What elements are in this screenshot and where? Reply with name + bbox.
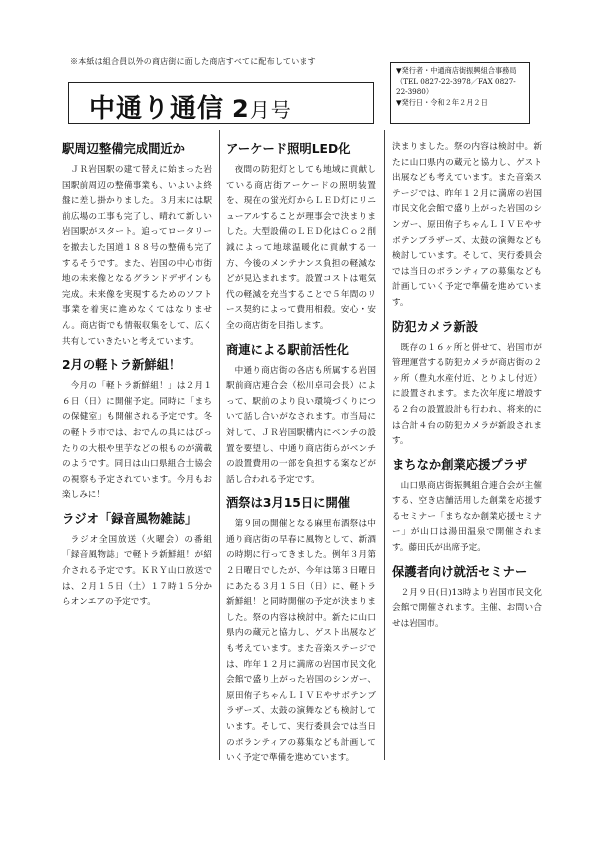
article-body: 第９回の開催となる麻里布酒祭は中通り商店街の早春に風物として、新酒の時期に行ってきました。例年３月第２日曜日でしたが、今年は第３日曜日にあたる３月１５日（日）に、軽トラ新鮮組！と同時開催の予定が決まりました。祭の内容は検討中。新たに山口県内の蔵元と協力し、ゲスト出展なども考えています。また音楽ステージでは、昨年１２月に満席の岩国市民文化会館で盛り上がった岩国のシンガー、原田侑子ちゃんＬＩＶＥやサボテンブラザーズ、太鼓の演舞なども検討しています。そして、実行委員会では当日のボランティアの募集なども計画していく予定で準備を進めています。 <box>226 519 376 764</box>
newsletter-title <box>89 88 292 125</box>
article-body: 今月の「軽トラ新鮮組！」は２月１６日（日）に開催予定。同時に「まちの保健室」も開催される予定です。冬の軽トラ市では、おでんの具にはぴったりの大根や里芋などの根ものが満載のようです。同日は山口県組合士協会の視察も予定されています。今月もお楽しみに！ <box>62 381 212 501</box>
publisher-info <box>390 62 530 124</box>
article-body: ２月９日(日)13時より岩国市民文化会館で開催されます。主催、お問い合せは岩国市。 <box>392 587 542 629</box>
publisher-line: ▼発行者・中通商店街振興組合事務局（TEL 0827-22-3978／FAX 0827-22-3980） <box>396 66 517 96</box>
masthead <box>68 82 374 124</box>
article-body: ラジオ全国放送（火曜会）の番組「録音風物誌」で軽トラ新鮮組！が紹介される予定です。ＫＲＹ山口放送では、２月１５日（土）１７時１５分からオンエアの予定です。 <box>62 534 212 608</box>
article-body: 中通り商店街の各店も所属する岩国駅前商店連合会（松川卓司会長）によって、駅前のより良い環境づくりについて話し合いがなされます。市当局に対して、ＪＲ岩国駅構内にベンチの設置を要望し、中通り商店街らがベンチの設置費用の一部を負担する案などが話し合われる予定です。 <box>226 365 376 485</box>
article-body-continued: 決まりました。祭の内容は検討中。新たに山口県内の蔵元と協力し、ゲスト出展なども考えています。また音楽ステージでは、昨年１２月に満席の岩国市民文化会館で盛り上がった岩国のシンガー、原田侑子ちゃんＬＩＶＥやサボテンブラザーズ、太鼓の演舞なども検討しています。そして、実行委員会では当日のボランティアの募集なども計画していく予定で準備を進めています。 <box>392 142 542 308</box>
article-heading: 商連による駅前活性化 <box>226 342 349 357</box>
article-body: 夜間の防犯灯としても地域に貢献している商店街アーケードの照明装置を、現在の蛍光灯からＬＥＤ灯にリニューアルすることが理事会で決まりました。大型設備のＬＥＤ化はＣｏ２削減によって地球温暖化に貢献する一方、今後のメンテナンス負担の軽減などが見込まれます。設置コストは電気代の軽減を充当することで５年間のリース契約によって費用相殺。安心・安全の商店街を目指します。 <box>226 165 376 331</box>
article-heading: 2月の軽トラ新鮮組！ <box>62 358 182 373</box>
article-heading: アーケード照明LED化 <box>226 142 351 156</box>
column-right <box>392 140 542 760</box>
column-divider <box>219 130 220 760</box>
title-text: 中通り通信 <box>89 94 225 124</box>
distribution-notice: ※本紙は組合員以外の商店街に面した商店すべてに配布しています <box>70 57 316 66</box>
article-body: ＪＲ岩国駅の建て替えに始まった岩国駅前周辺の整備事業も、いよいよ終盤に差し掛かりました。３月末には駅前広場の工事も完了し、晴れて新しい岩国駅がスタート。追ってロータリーを撤去した国道１８８号の整備も完了するそうです。また、岩国の中心市街地の未来像となるグランドデザインも完成。未来像を実現するためのソフト事業を着実に進めなくてはなりません。商店街でも情報収集をして、広く共有していきたいと考えています。 <box>62 165 212 347</box>
article-heading: ラジオ「録音風物雑誌」 <box>62 511 198 526</box>
column-divider <box>384 130 385 760</box>
article-heading: 駅周辺整備完成間近か <box>62 142 185 156</box>
article-body: 既存の１６ヶ所と併せて、岩国市が管理運営する防犯カメラが商店街の２ヶ所（豊丸水産付近、とりよし付近）に設置されます。また次年度に増設する２台の設置設計も行われ、将来的には合計４台の防犯カメラが新設されます。 <box>392 342 542 447</box>
column-left <box>62 140 212 760</box>
issue-suffix: 月号 <box>249 98 292 122</box>
issue-date: ▼発行日・令和２年２月２日 <box>396 97 488 107</box>
article-heading: 酒祭は3月15日に開催 <box>226 496 351 511</box>
article-heading: まちなか創業応援プラザ <box>392 457 528 472</box>
issue-number: 2 <box>232 95 250 123</box>
article-heading: 保護者向け就活セミナー <box>392 564 528 579</box>
column-middle <box>226 140 376 764</box>
article-heading: 防犯カメラ新設 <box>392 319 479 334</box>
article-body: 山口県商店街振興組合連合会が主催する、空き店舗活用した創業を応援するセミナー「まちなか創業応援セミナー」が山口は湯田温泉で開催されます。藤田氏が出席予定。 <box>392 480 542 554</box>
